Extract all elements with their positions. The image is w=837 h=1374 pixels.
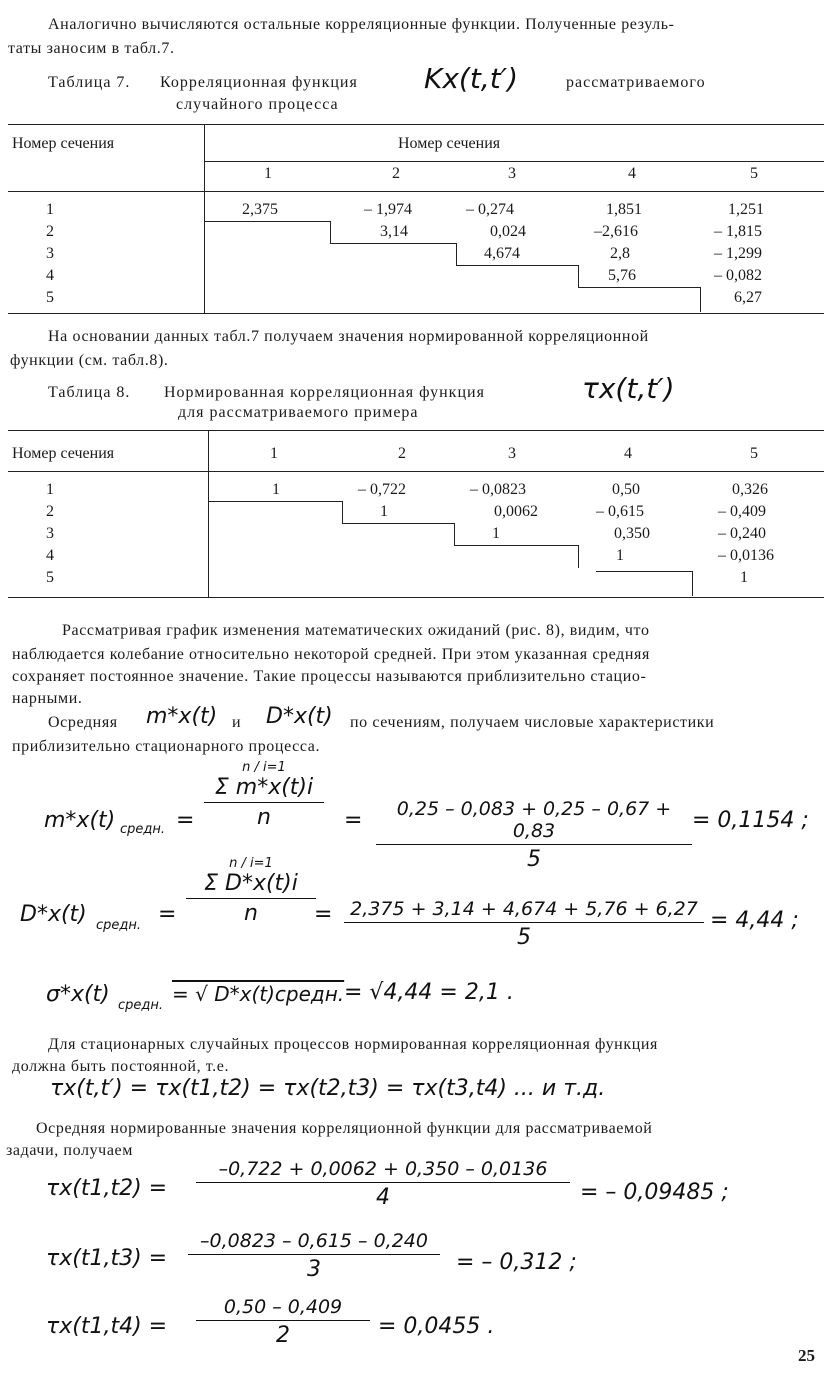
- table8: [8, 430, 824, 598]
- table8-cell: – 0,722: [358, 481, 406, 498]
- para5-line-2: задачи, получаем: [6, 1142, 133, 1159]
- table8-stair: [342, 523, 455, 546]
- table8-row-label: 2: [46, 503, 54, 520]
- formula-m-result: = 0,1154 ;: [692, 808, 809, 833]
- result-3-fraction: [196, 1296, 370, 1348]
- table7-caption-prefix: Таблица 7.: [48, 74, 131, 91]
- para3-math-m: m*x(t): [146, 704, 218, 729]
- para2-line-2: функции (см. табл.8).: [10, 352, 169, 369]
- table7-cell: 5,76: [608, 267, 636, 284]
- table7-row-label: 4: [46, 267, 54, 284]
- formula-d-value-fraction: [344, 898, 704, 950]
- para4-line-1: Для стационарных случайных процессов нормированная корреляционная функция: [48, 1036, 658, 1053]
- table8-stair: [596, 571, 693, 596]
- table7-col-3: 3: [508, 165, 516, 182]
- table8-stair: [454, 545, 579, 568]
- para3-math-d: D*x(t): [266, 704, 333, 729]
- table7-caption-math: Kx(t,t′): [424, 62, 518, 95]
- fraction-bar: [344, 922, 704, 923]
- table8-col-5: 5: [750, 445, 758, 462]
- result-3-num: 0,50 – 0,409: [223, 1296, 343, 1318]
- table7-stair: [456, 265, 579, 288]
- formula-m-sum-num: Σ m*x(t)i: [214, 775, 314, 800]
- fraction-bar: [196, 1182, 570, 1183]
- para3-line-3: сохраняет постоянное значение. Такие процессы называются приблизительно стацио-: [12, 668, 647, 685]
- result-2-lhs: τx(t1,t3) =: [46, 1246, 168, 1271]
- table7-cell: 1,851: [606, 201, 642, 218]
- formula-m-den: n: [257, 805, 271, 830]
- formula-m-value-fraction: [376, 798, 692, 872]
- table7-cell: – 1,299: [714, 245, 762, 262]
- table8-cell: 0,326: [732, 481, 768, 498]
- result-2-value: = – 0,312 ;: [456, 1250, 577, 1275]
- table8-cell: – 0,0136: [718, 547, 774, 564]
- table8-col-3: 3: [508, 445, 516, 462]
- para3-line-5a: Осредняя: [48, 714, 118, 731]
- table7-col-5: 5: [750, 165, 758, 182]
- table8-body-sep: [8, 471, 824, 472]
- para4-line-2: должна быть постоянной, т.е.: [12, 1058, 230, 1075]
- formula-d-num: 2,375 + 3,14 + 4,674 + 5,76 + 6,27: [350, 898, 698, 920]
- result-2-den: 3: [307, 1257, 321, 1282]
- table8-row-label: 3: [46, 525, 54, 542]
- formula-d-lhs: D*x(t): [20, 902, 87, 927]
- table7-cell: 6,27: [734, 289, 762, 306]
- table8-cell: – 0,409: [718, 503, 766, 520]
- table7-cell: – 0,274: [466, 201, 514, 218]
- table8-col-4: 4: [624, 445, 632, 462]
- table7-row-label: 1: [46, 201, 54, 218]
- table7-body-sep: [8, 191, 824, 192]
- equals-sign: =: [314, 902, 333, 927]
- equals-sign: =: [158, 902, 177, 927]
- fraction-bar: [196, 1320, 370, 1321]
- fraction-bar: [376, 844, 692, 845]
- table7: [8, 124, 824, 314]
- table8-cell: 0,0062: [494, 503, 538, 520]
- table8-row-label: 1: [46, 481, 54, 498]
- result-1-fraction: [196, 1158, 570, 1210]
- table7-header-sep: [204, 161, 824, 162]
- table8-cell: 0,350: [614, 525, 650, 542]
- result-2-num: –0,0823 – 0,615 – 0,240: [200, 1230, 428, 1252]
- table7-cell: 3,14: [380, 223, 408, 240]
- table8-row-label: 5: [46, 569, 54, 586]
- table7-cell: – 1,974: [364, 201, 412, 218]
- table7-divider: [204, 125, 205, 313]
- formula-m-num: 0,25 – 0,083 + 0,25 – 0,67 + 0,83: [396, 798, 672, 842]
- table8-cell: 1: [740, 569, 748, 586]
- table7-cell: – 0,082: [714, 267, 762, 284]
- table8-cell: 1: [492, 525, 500, 542]
- table8-row-header: Номер сечения: [12, 445, 115, 462]
- page-number: 25: [798, 1346, 815, 1365]
- table7-row-label: 5: [46, 289, 54, 306]
- table7-stair: [330, 243, 457, 266]
- table7-stair: [204, 221, 331, 244]
- result-3-lhs: τx(t1,t4) =: [46, 1314, 168, 1339]
- table8-row-label: 4: [46, 547, 54, 564]
- table8-cell: – 0,240: [718, 525, 766, 542]
- formula-d-den: n: [244, 901, 258, 926]
- table8-caption-math: τx(t,t′): [582, 372, 675, 405]
- fraction-bar: [204, 802, 324, 803]
- formula-s-lhs-sub: средн.: [118, 998, 164, 1013]
- result-1-num: –0,722 + 0,0062 + 0,350 – 0,0136: [218, 1158, 548, 1180]
- formula-m-sum-limits: n / i=1: [242, 760, 286, 775]
- fraction-bar: [186, 898, 316, 899]
- formula-m-lhs-sub: средн.: [120, 822, 166, 837]
- formula-d-sum-num: Σ D*x(t)i: [204, 871, 298, 896]
- table8-caption-prefix: Таблица 8.: [48, 384, 131, 401]
- table7-caption-line2: случайного процесса: [176, 96, 339, 113]
- formula-s-result: = √4,44 = 2,1 .: [344, 980, 514, 1005]
- formula-d-result: = 4,44 ;: [710, 908, 799, 933]
- result-1-lhs: τx(t1,t2) =: [46, 1176, 168, 1201]
- result-1-den: 4: [376, 1185, 390, 1210]
- result-3-den: 2: [276, 1323, 290, 1348]
- table8-caption-line2: для рассматриваемого примера: [178, 404, 419, 421]
- table7-row-header: Номер сечения: [12, 135, 115, 152]
- table8-cell: 0,50: [612, 481, 640, 498]
- para4-equation: τx(t,t′) = τx(t1,t2) = τx(t2,t3) = τx(t3,t4) ... и т.д.: [50, 1076, 606, 1101]
- table8-stair: [208, 501, 343, 524]
- result-1-value: = – 0,09485 ;: [580, 1180, 729, 1205]
- table7-cell: –2,616: [594, 223, 638, 240]
- para3-line-5b: по сечениям, получаем числовые характеристики: [350, 714, 715, 731]
- table8-caption-text: Нормированная корреляционная функция: [164, 384, 485, 401]
- para5-line-1: Осредняя нормированные значения корреляционной функции для рассматриваемой: [36, 1120, 653, 1137]
- table7-cell: 2,8: [610, 245, 630, 262]
- result-3-value: = 0,0455 .: [378, 1314, 495, 1339]
- table7-caption-suffix: рассматриваемого: [566, 74, 706, 91]
- table7-col-2: 2: [392, 165, 400, 182]
- para3-line-1: Рассматривая график изменения математических ожиданий (рис. 8), видим, что: [62, 622, 650, 639]
- equals-sign: =: [176, 808, 195, 833]
- table7-cell: – 1,815: [714, 223, 762, 240]
- table7-cell: 1,251: [728, 201, 764, 218]
- table8-cell: 1: [380, 503, 388, 520]
- table7-cell: 2,375: [242, 201, 278, 218]
- para3-line-4: нарными.: [12, 690, 83, 707]
- table8-col-1: 1: [270, 445, 278, 462]
- table7-cell: 4,674: [484, 245, 520, 262]
- formula-d-lhs-sub: средн.: [96, 918, 142, 933]
- result-2-fraction: [188, 1230, 440, 1282]
- table7-stair: [578, 287, 701, 312]
- para3-line-2: наблюдается колебание относительно некоторой средней. При этом указанная средняя: [12, 646, 650, 663]
- table8-cell: – 0,0823: [470, 481, 526, 498]
- intro-line-1: Аналогично вычисляются остальные корреляционные функции. Полученные резуль-: [48, 16, 675, 33]
- para3-and: и: [232, 714, 242, 731]
- formula-s-mid: = √ D*x(t)средн.: [172, 982, 345, 1006]
- table8-cell: 1: [272, 481, 280, 498]
- table7-col-4: 4: [628, 165, 636, 182]
- formula-d-den2: 5: [517, 925, 531, 950]
- formula-m-sum-fraction: [204, 760, 324, 830]
- table7-cell: 0,024: [490, 223, 526, 240]
- table7-row-label: 3: [46, 245, 54, 262]
- fraction-bar: [188, 1254, 440, 1255]
- table7-row-label: 2: [46, 223, 54, 240]
- table8-col-2: 2: [398, 445, 406, 462]
- table7-col-group-header: Номер сечения: [398, 135, 501, 152]
- equals-sign: =: [344, 808, 363, 833]
- formula-m-lhs: m*x(t): [44, 808, 116, 833]
- intro-line-2: таты заносим в табл.7.: [8, 40, 175, 57]
- table7-col-1: 1: [264, 165, 272, 182]
- para2-line-1: На основании данных табл.7 получаем значения нормированной корреляционной: [48, 328, 649, 345]
- formula-d-sum-fraction: [186, 856, 316, 926]
- table7-caption-text: Корреляционная функция: [160, 74, 358, 91]
- formula-d-sum-limits: n / i=1: [229, 856, 273, 871]
- para3-line-6: приблизительно стационарного процесса.: [12, 738, 321, 755]
- formula-m-den2: 5: [527, 847, 541, 872]
- table8-cell: 1: [616, 547, 624, 564]
- formula-s-lhs: σ*x(t): [46, 982, 110, 1007]
- table8-cell: – 0,615: [596, 503, 644, 520]
